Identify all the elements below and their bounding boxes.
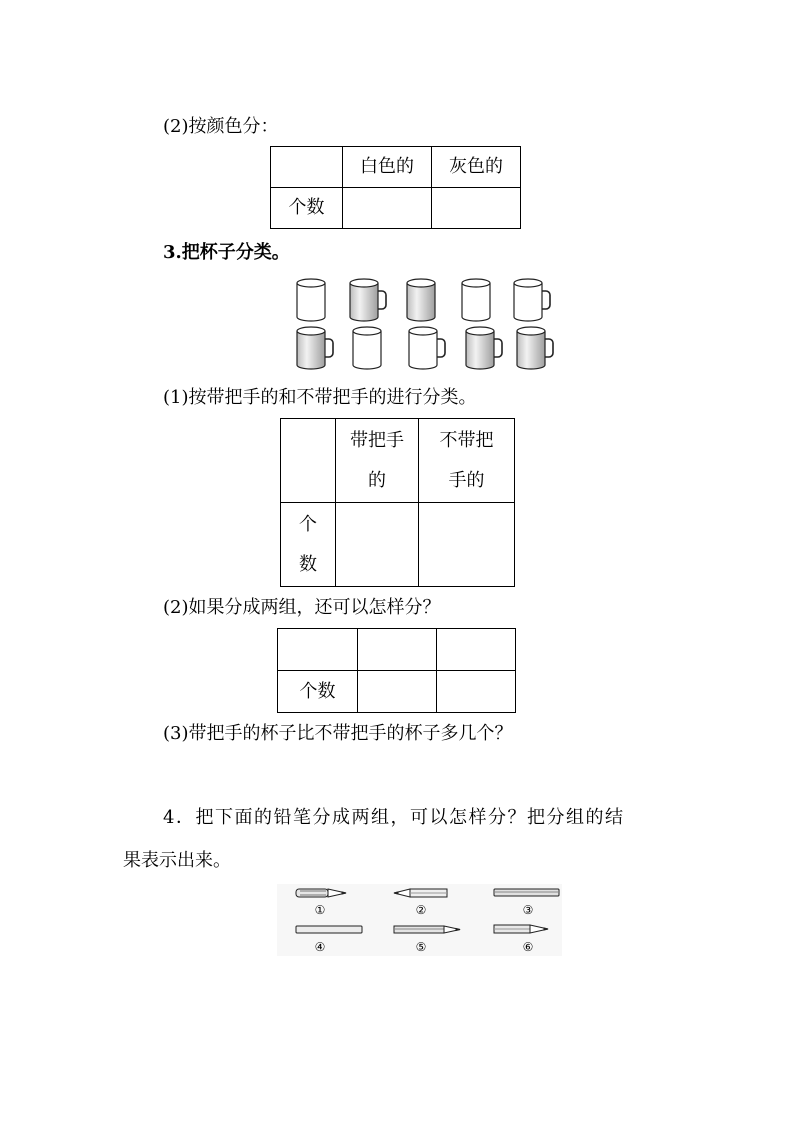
pencil-label-3: ③ (522, 903, 534, 917)
pencil-3 (494, 889, 559, 896)
pencil-label-5: ⑤ (415, 940, 427, 954)
pencil-label-2: ② (415, 903, 427, 917)
handle-table-header-with-line1: 带把手 (350, 429, 404, 451)
handle-table-row-label-line1: 个 (299, 513, 317, 535)
color-table-header-gray: 灰色的 (432, 147, 521, 188)
heading-sub2-color: (2)按颜色分： (163, 116, 279, 137)
pencil-label-6: ⑥ (522, 940, 534, 954)
q4-line2: 果表示出来。 (123, 850, 231, 871)
heading-q3-sub2: (2)如果分成两组，还可以怎样分？ (163, 597, 441, 618)
two-groups-row-label: 个数 (278, 671, 358, 713)
pencil-label-1: ① (314, 903, 326, 917)
pencil-5 (394, 926, 460, 933)
heading-q3-sub3: (3)带把手的杯子比不带把手的杯子多几个？ (163, 723, 513, 744)
handle-table-header-with-line2: 的 (368, 469, 386, 491)
handle-table-header-without-line2: 手的 (448, 469, 485, 491)
handle-table-header-without-line1: 不带把 (439, 429, 494, 451)
pencil-label-4: ④ (314, 940, 326, 954)
color-table-header-white: 白色的 (343, 147, 432, 188)
heading-q3-sub1: (1)按带把手的和不带把手的进行分类。 (163, 387, 477, 408)
pencil-4 (296, 926, 362, 933)
color-table-row-label: 个数 (271, 188, 343, 229)
handle-table-row-label-line2: 数 (299, 553, 317, 575)
q3-title: 3.把杯子分类。 (163, 242, 290, 263)
q4-line1: 4．把下面的铅笔分成两组，可以怎样分？把分组的结 (163, 807, 625, 828)
